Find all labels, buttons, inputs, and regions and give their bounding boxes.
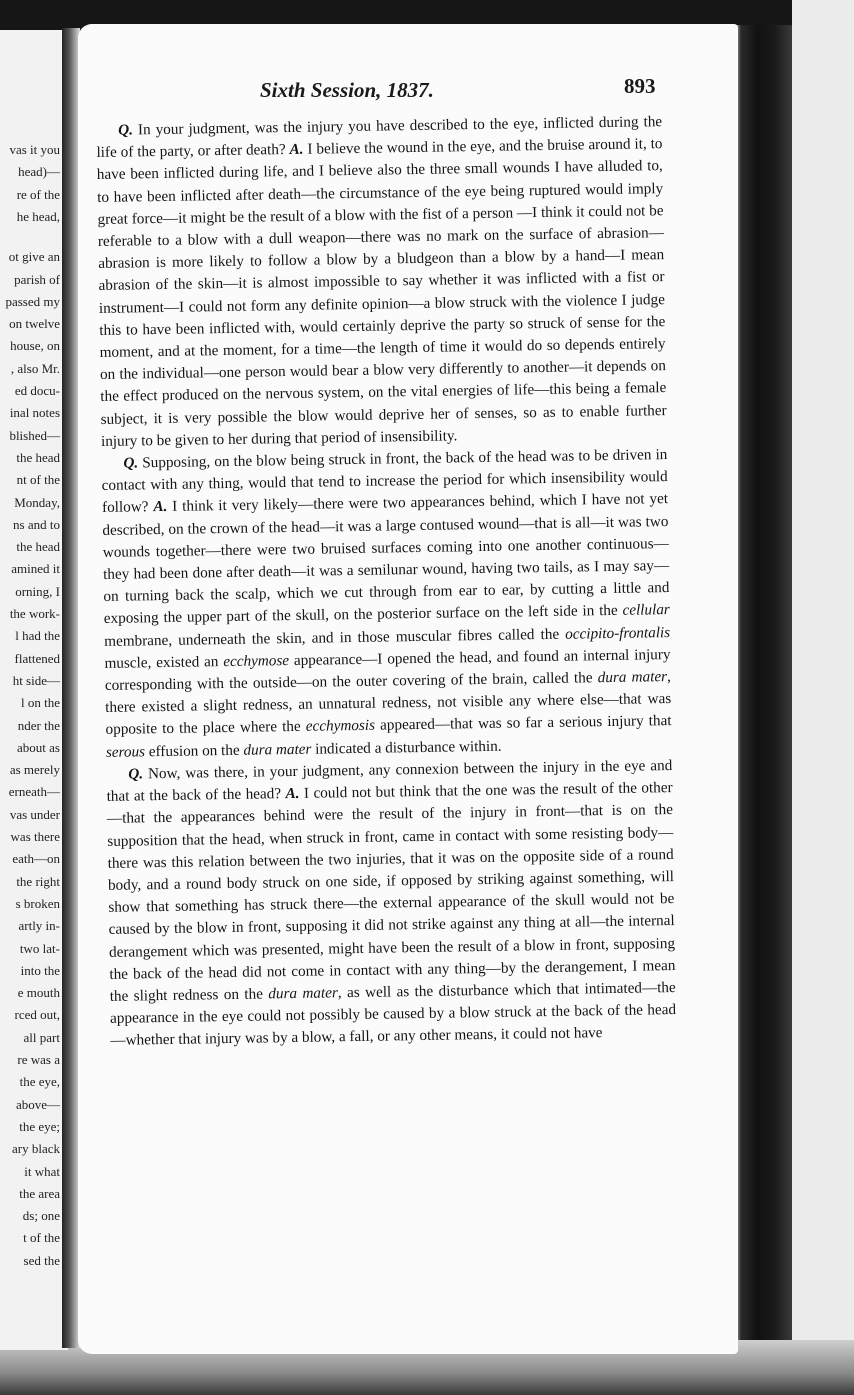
page-edge-block bbox=[734, 25, 792, 1370]
facing-page-line: nder the bbox=[17, 717, 60, 733]
answer-text: I believe the wound in the eye, and the bruise around it, to have been inflicted during life, and I believe also the three small wounds I have alluded to, to have been inflicted after death—the circumstance of the eye being ruptured would imply great force—it might be the result of a blow with the fist of a person —I think it could not be referable to a blow with a dull weapon—there was no mark on the surface of abrasion—abrasion is more likely to follow a blow by a bludgeon than a blow by a hand—I mean abrasion of the skin—it is almost impossible to say whether it was inflicted with a fist or instrument—I could not form any definite opinion—a blow struck with the violence I judge this to have been inflicted with, would certainly deprive the party so struck of sense for the moment, and at the moment, for a time—the length of time it would do so depends entirely on the individual—one person would bear a blow very differently to another—it depends on the effect produced on the nervous system, on the vital energies of life—this being a female subject, it is very possible the blow would deprive her of senses, so as to enable further injury to be given to her during that period of insensibility. bbox=[96, 135, 667, 450]
facing-page-line: the eye, bbox=[19, 1074, 60, 1090]
page-header bbox=[78, 72, 738, 106]
qa-paragraph bbox=[106, 755, 676, 1052]
question-text: Now, was there, in your judgment, any connexion between the injury in the eye and that at the back of the head? bbox=[106, 756, 673, 806]
facing-page-line: into the bbox=[20, 962, 60, 978]
facing-page-line: eath—on bbox=[12, 851, 60, 867]
facing-page-line: l had the bbox=[15, 628, 60, 644]
facing-page-line: e mouth bbox=[17, 985, 60, 1001]
facing-page-fragment bbox=[0, 30, 68, 1350]
facing-page-line: the head bbox=[16, 449, 60, 465]
answer-text: I think it very likely—there were two appearances behind, which I have not yet described, on the crown of the head—it was a large contused wound—that is all—it was two wounds together—there were two bruised surfaces coming into one another continuous—they had been done after death—it was a semilunar wound, having two tails, as I may say—on turning back the scalp, which we cut through from ear to ear, by cutting a little and exposing the upper part of the skull, on the posterior surface on the left side in the bbox=[102, 490, 670, 628]
italic-term: ecchymosis bbox=[305, 717, 376, 736]
facing-page-line: orning, I bbox=[15, 583, 60, 599]
facing-page-line: l on the bbox=[21, 695, 60, 711]
facing-page-line: two lat- bbox=[19, 940, 60, 956]
qa-paragraph bbox=[96, 111, 667, 453]
facing-page-line: the work- bbox=[9, 606, 60, 621]
answer-text: membrane, underneath the skin, and in those muscular fibres called the bbox=[104, 625, 566, 650]
answer-marker: A. bbox=[285, 784, 300, 803]
answer-text: appeared—that was so far a serious injury that bbox=[374, 712, 672, 735]
facing-page-line: the head bbox=[16, 539, 60, 555]
answer-text: muscle, existed an bbox=[104, 652, 224, 672]
facing-page-line: he head, bbox=[16, 208, 60, 224]
facing-page-line: amined it bbox=[11, 561, 60, 577]
facing-page-line: it what bbox=[24, 1163, 60, 1179]
facing-page-line: was there bbox=[10, 829, 60, 844]
facing-page-line: vas it you bbox=[9, 142, 60, 157]
facing-page-line: rced out, bbox=[14, 1007, 60, 1023]
answer-text: appearance—I opened the head, and found an internal injury corresponding with the outside—on the outer covering of the brain, called the bbox=[104, 645, 671, 695]
facing-page-line: , also Mr. bbox=[10, 360, 60, 376]
italic-term: dura mater bbox=[268, 984, 338, 1003]
facing-page-line: above— bbox=[15, 1096, 60, 1112]
facing-page-line: sed the bbox=[23, 1252, 60, 1268]
facing-page-line: ns and to bbox=[13, 516, 60, 532]
question-marker: Q. bbox=[128, 765, 144, 783]
answer-marker: A. bbox=[153, 498, 168, 516]
answer-text: , there existed a slight redness, an unnatural redness, not visible any where else—that was opposite to the place where the bbox=[105, 668, 672, 739]
facing-page-line: the eye; bbox=[19, 1118, 60, 1134]
facing-page-line: erneath— bbox=[8, 784, 60, 800]
facing-page-line: ary black bbox=[11, 1141, 60, 1157]
page bbox=[78, 24, 738, 1354]
facing-page-line: on twelve bbox=[9, 316, 60, 332]
facing-page-line: artly in- bbox=[18, 918, 60, 934]
facing-page-line: all part bbox=[23, 1029, 60, 1045]
right-scan-margin bbox=[792, 0, 854, 1395]
facing-page-line: ot give an bbox=[8, 249, 60, 265]
answer-text: , as well as the disturbance which that intimated—the appearance in the eye could not possibly be caused by a blow struck at the back of the head—whether that injury was by a blow, a fall, or any other means, it could not have bbox=[109, 978, 677, 1050]
facing-page-line: nt of the bbox=[16, 472, 60, 488]
italic-term: dura mater bbox=[597, 668, 668, 687]
facing-page-line: the right bbox=[16, 873, 60, 889]
answer-text: indicated a disturbance within. bbox=[311, 737, 502, 758]
transcript-body bbox=[96, 111, 677, 1052]
facing-page-line: house, on bbox=[10, 338, 60, 354]
facing-page-line: head)— bbox=[18, 164, 60, 180]
facing-page-line: ht side— bbox=[12, 672, 60, 688]
answer-text: effusion on the bbox=[144, 741, 244, 760]
question-marker: Q. bbox=[118, 121, 134, 139]
facing-page-line: as merely bbox=[9, 762, 60, 778]
facing-page-line: vas under bbox=[9, 806, 60, 822]
facing-page-line: the area bbox=[19, 1185, 60, 1201]
facing-page-line: s broken bbox=[15, 895, 60, 911]
italic-term: serous bbox=[105, 742, 146, 761]
facing-page-line: t of the bbox=[23, 1230, 60, 1246]
italic-term: cellular bbox=[622, 601, 670, 620]
facing-page-line: re was a bbox=[17, 1052, 60, 1067]
question-marker: Q. bbox=[123, 454, 139, 472]
italic-term: dura mater bbox=[243, 740, 312, 759]
running-title: Sixth Session, 1837. bbox=[260, 78, 434, 102]
facing-page-line: ed docu- bbox=[14, 383, 60, 398]
italic-term: occipito-frontalis bbox=[565, 623, 671, 643]
facing-page-line: Monday, bbox=[14, 494, 60, 510]
facing-page-line: ds; one bbox=[22, 1208, 60, 1224]
facing-page-line: inal notes bbox=[9, 405, 60, 421]
facing-page-line: blished— bbox=[9, 427, 60, 443]
italic-term: ecchymose bbox=[223, 651, 290, 670]
facing-page-line: about as bbox=[17, 739, 60, 755]
facing-page-line: flattened bbox=[14, 650, 60, 666]
facing-page-line: passed my bbox=[5, 293, 60, 309]
page-number: 893 bbox=[624, 74, 656, 98]
answer-text: I could not but think that the one was the result of the other—that the appearances behind were the result of the injury in front—that is on the supposition that the head, when struck in front, came in contact with some resisting body—there was this relation between the two injuries, that it was on the opposite side of a round body, and a round body struck on one side, if opposed by striking against something, will show that something has struck there—the external appearance of the skull would not be caused by the blow in front, supposing it did not strike against any thing at all—the internal derangement which was presented, might have been the result of a blow in front, supposing the back of the head did not come in contact with any thing—by the derangement, I mean the slight redness on the bbox=[106, 779, 676, 1005]
qa-paragraph bbox=[101, 444, 672, 764]
question-text: Supposing, on the blow being struck in front, the back of the head was to be driven in contact with any thing, would that tend to increase the period for which insensibility would follow? bbox=[101, 446, 668, 517]
facing-page-line: re of the bbox=[16, 186, 60, 202]
answer-marker: A. bbox=[289, 140, 304, 159]
facing-page-line: parish of bbox=[14, 271, 60, 287]
question-text: In your judgment, was the injury you have described to the eye, inflicted during the life of the party, or after death? bbox=[96, 113, 663, 162]
